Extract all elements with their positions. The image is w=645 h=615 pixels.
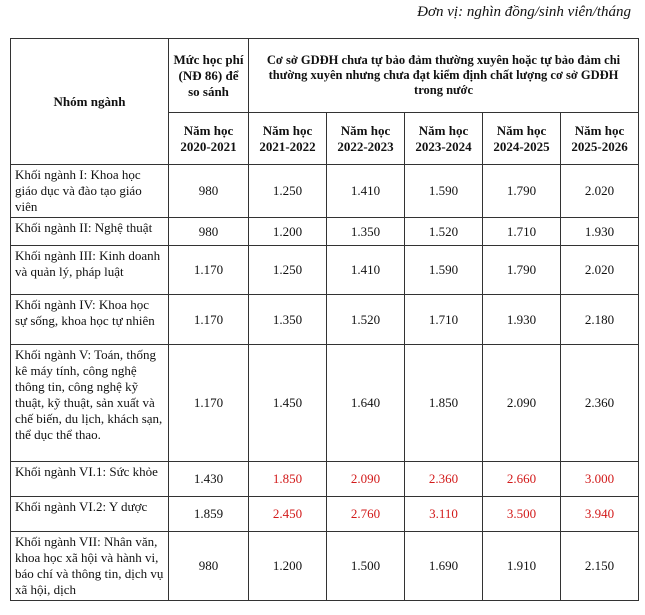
row-fee-year-2: 2.760 [327,497,405,532]
row-fee-year-3: 1.690 [405,532,483,601]
row-fee-year-3: 2.360 [405,462,483,497]
row-fee-year-5: 2.180 [561,295,639,345]
row-group-name: Khối ngành I: Khoa học giáo dục và đào tạo giáo viên [11,165,169,218]
row-group-name: Khối ngành IV: Khoa học sự sống, khoa học tự nhiên [11,295,169,345]
header-year-4: Năm học 2024-2025 [483,113,561,165]
row-fee-year-3: 1.590 [405,246,483,295]
row-fee-year-3: 1.590 [405,165,483,218]
header-year-1: Năm học 2021-2022 [249,113,327,165]
row-reference-fee: 1.170 [169,246,249,295]
row-fee-year-5: 2.360 [561,345,639,462]
row-group-name: Khối ngành V: Toán, thống kê máy tính, công nghệ thông tin, công nghệ kỹ thuật, kỹ thuật, sản xuất và chế biến, du lịch, khách sạn, thể dục thể thao. [11,345,169,462]
row-fee-year-3: 1.520 [405,218,483,246]
table-row [11,218,639,246]
row-fee-year-3: 1.710 [405,295,483,345]
row-reference-fee: 980 [169,532,249,601]
row-reference-fee: 1.170 [169,345,249,462]
row-reference-fee: 1.170 [169,295,249,345]
header-reference-year: Năm học 2020-2021 [169,113,249,165]
row-group-name: Khối ngành VI.1: Sức khỏe [11,462,169,497]
row-fee-year-5: 3.000 [561,462,639,497]
row-fee-year-2: 2.090 [327,462,405,497]
row-fee-year-5: 2.020 [561,165,639,218]
row-fee-year-1: 1.250 [249,165,327,218]
header-year-2: Năm học 2022-2023 [327,113,405,165]
row-reference-fee: 980 [169,165,249,218]
table-row [11,246,639,295]
row-group-name: Khối ngành VII: Nhân văn, khoa học xã hội và hành vi, báo chí và thông tin, dịch vụ xã hội, dịch [11,532,169,601]
row-fee-year-5: 1.930 [561,218,639,246]
row-fee-year-4: 1.930 [483,295,561,345]
table-body [11,165,639,601]
row-fee-year-1: 1.200 [249,532,327,601]
header-reference-column: Mức học phí (NĐ 86) để so sánh [169,39,249,113]
row-fee-year-2: 1.520 [327,295,405,345]
row-fee-year-2: 1.500 [327,532,405,601]
row-fee-year-4: 2.660 [483,462,561,497]
row-fee-year-2: 1.410 [327,246,405,295]
row-fee-year-5: 2.020 [561,246,639,295]
header-institution-group: Cơ sở GDĐH chưa tự bảo đảm thường xuyên hoặc tự bảo đảm chi thường xuyên nhưng chưa đạt kiểm định chất lượng cơ sở GDĐH trong nước [249,39,639,113]
unit-note: Đơn vị: nghìn đồng/sinh viên/tháng [417,4,631,20]
row-fee-year-5: 3.940 [561,497,639,532]
row-group-name: Khối ngành III: Kinh doanh và quản lý, pháp luật [11,246,169,295]
header-group-column: Nhóm ngành [11,39,169,165]
row-reference-fee: 1.430 [169,462,249,497]
row-fee-year-1: 1.450 [249,345,327,462]
row-fee-year-1: 1.250 [249,246,327,295]
table-row [11,462,639,497]
row-reference-fee: 1.859 [169,497,249,532]
row-fee-year-3: 1.850 [405,345,483,462]
row-reference-fee: 980 [169,218,249,246]
row-group-name: Khối ngành II: Nghệ thuật [11,218,169,246]
row-fee-year-2: 1.410 [327,165,405,218]
header-year-5: Năm học 2025-2026 [561,113,639,165]
row-fee-year-4: 1.790 [483,165,561,218]
row-fee-year-4: 1.910 [483,532,561,601]
row-fee-year-2: 1.640 [327,345,405,462]
tuition-table [10,38,639,601]
header-year-3: Năm học 2023-2024 [405,113,483,165]
row-group-name: Khối ngành VI.2: Y dược [11,497,169,532]
row-fee-year-2: 1.350 [327,218,405,246]
row-fee-year-1: 1.200 [249,218,327,246]
row-fee-year-1: 2.450 [249,497,327,532]
row-fee-year-1: 1.850 [249,462,327,497]
table-row [11,165,639,218]
table-row [11,295,639,345]
table-row [11,345,639,462]
row-fee-year-4: 2.090 [483,345,561,462]
row-fee-year-4: 3.500 [483,497,561,532]
row-fee-year-5: 2.150 [561,532,639,601]
table-row [11,532,639,601]
row-fee-year-4: 1.790 [483,246,561,295]
row-fee-year-1: 1.350 [249,295,327,345]
row-fee-year-4: 1.710 [483,218,561,246]
row-fee-year-3: 3.110 [405,497,483,532]
table-row [11,497,639,532]
